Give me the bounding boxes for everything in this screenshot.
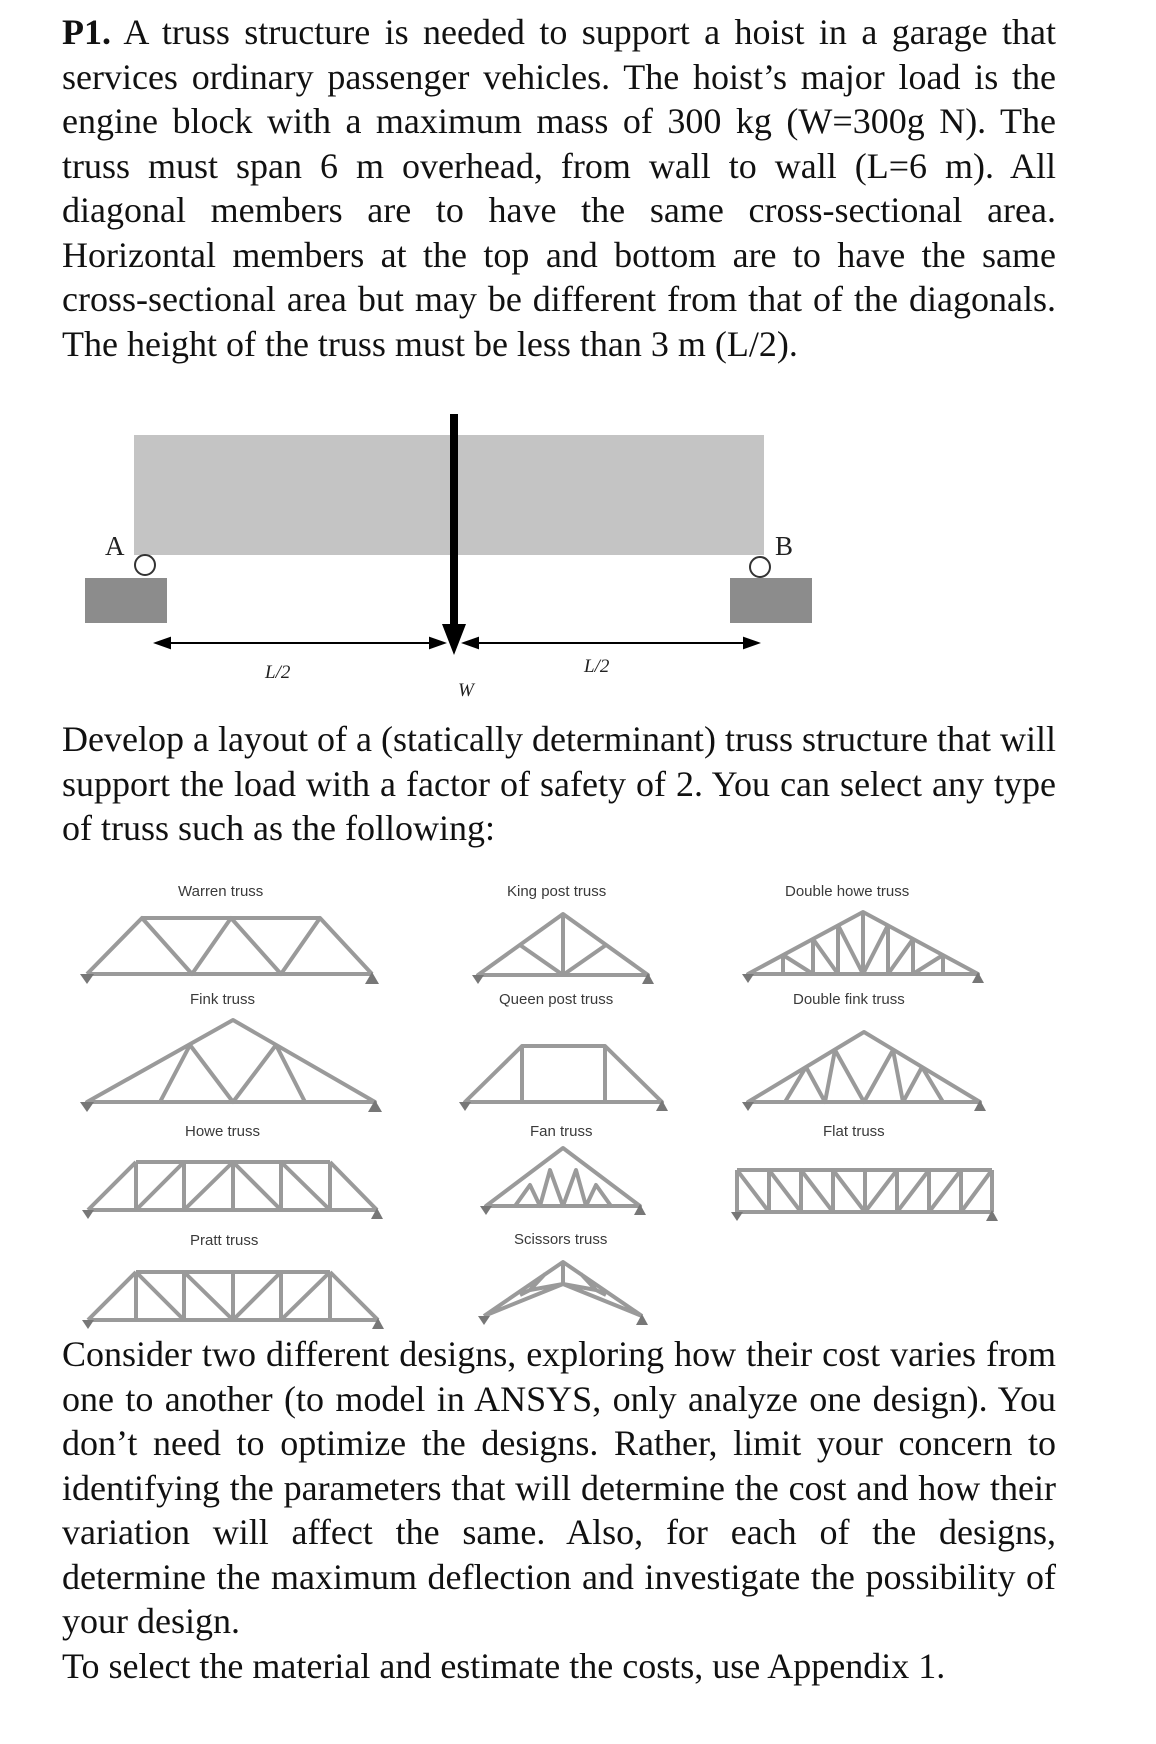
consider-paragraph: Consider two different designs, exploring how their cost varies from one to another (to model in ANSYS, only analyze one design). You don’t need to optimize the designs. Rather, limit your concern to identifying the parameters that will determine the cost and how their variation will affect the same. Also, for each of the designs, determine the maximum deflection and investigate the possibility of your design. [62,1334,1056,1641]
beam [134,435,764,555]
support-a-label: A [105,531,125,561]
wall-a [85,578,167,623]
caption-warren: Warren truss [178,883,264,900]
caption-fan: Fan truss [530,1123,593,1140]
caption-howe: Howe truss [185,1123,261,1140]
pin-a [135,555,155,575]
wall-b [730,578,812,623]
load-label: W [458,680,474,701]
caption-scissors: Scissors truss [514,1231,608,1248]
dimension-right [464,638,758,648]
caption-double-howe: Double howe truss [785,883,910,900]
fan-truss-drawing [480,1148,646,1215]
problem-label: P1. [62,12,111,52]
caption-double-fink: Double fink truss [793,991,905,1008]
problem-intro [62,10,1056,366]
fink-truss-drawing [80,1020,382,1112]
howe-truss-drawing [82,1162,383,1219]
caption-fink: Fink truss [190,991,256,1008]
caption-pratt: Pratt truss [190,1232,259,1249]
load-diagram [0,400,1156,730]
caption-king-post: King post truss [507,883,607,900]
scissors-truss-drawing [478,1262,648,1325]
queen-post-truss-drawing [459,1046,668,1111]
warren-truss-drawing [80,918,379,984]
support-b-label: B [775,531,794,561]
appendix-note: To select the material and estimate the costs, use Appendix 1. [62,1646,946,1686]
double-fink-truss-drawing [742,1032,986,1111]
develop-paragraph: Develop a layout of a (statically determinant) truss structure that will support the load with a factor of safety of 2. You can select any type of truss such as the following: [62,719,1056,848]
pin-b [750,557,770,577]
problem-intro-text: A truss structure is needed to support a hoist in a garage that services ordinary passenger vehicles. The hoist’s major load is the engine block with a maximum mass of 300 kg (W=300g N). The truss must span 6 m overhead, from wall to wall (L=6 m). All diagonal members are to have the same cross-sectional area. Horizontal members at the top and bottom are to have the same cross-sectional area but may be different from that of the diagonals. The height of the truss must be less than 3 m (L/2). [62,12,1057,364]
dimension-left [156,638,444,648]
truss-types-figure [0,870,1156,1330]
half-span-right-label: L/2 [584,656,610,677]
caption-flat: Flat truss [823,1123,885,1140]
half-span-left-label: L/2 [265,662,291,683]
double-howe-truss-drawing [742,912,984,983]
pratt-truss-drawing [82,1272,384,1329]
flat-truss-drawing [731,1170,998,1221]
king-post-truss-drawing [472,914,654,984]
caption-queen-post: Queen post truss [499,991,614,1008]
